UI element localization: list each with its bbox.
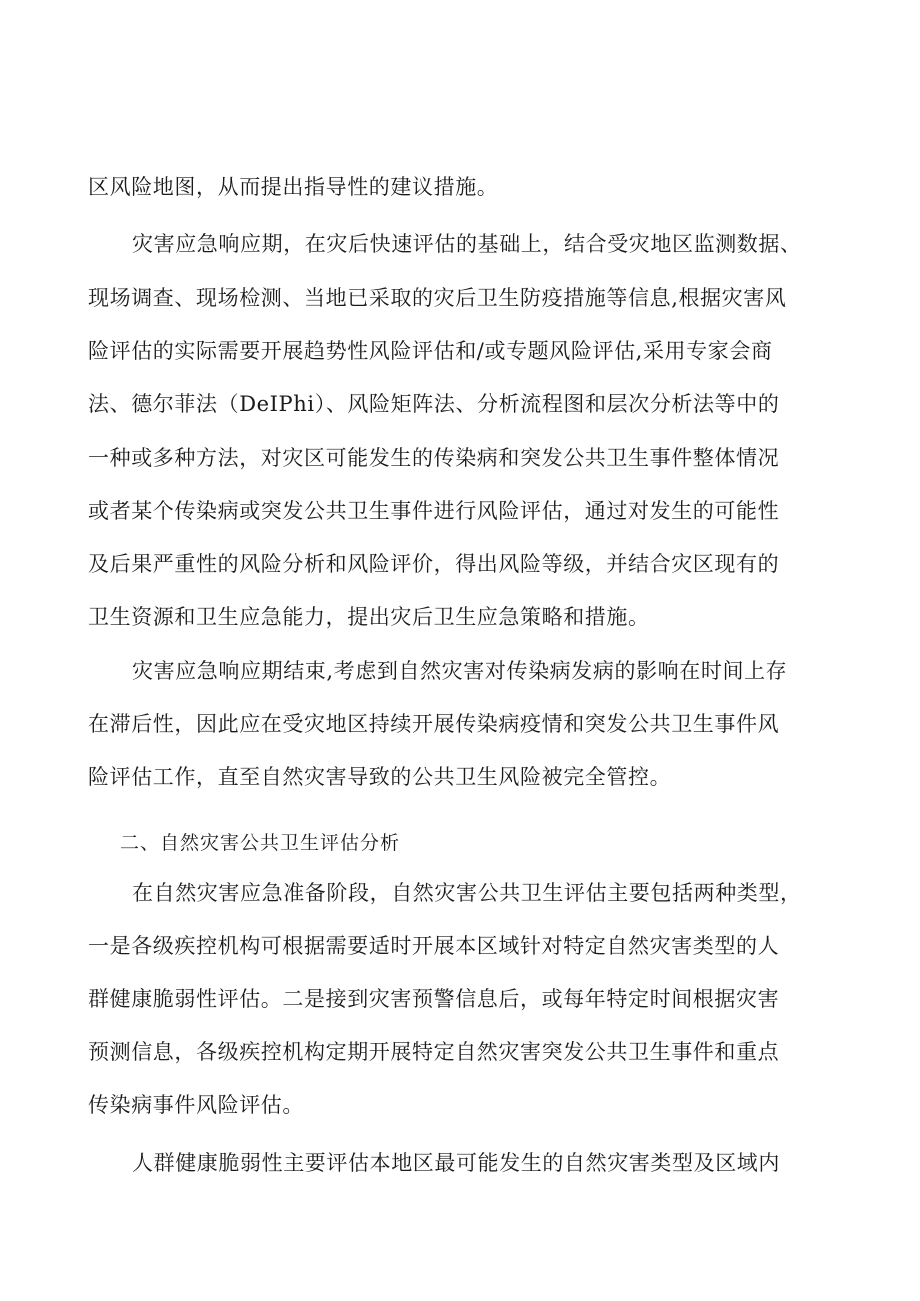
paragraph-3-line-3: 险评估工作，直至自然灾害导致的公共卫生风险被完全管控。 xyxy=(88,765,672,789)
paragraph-1-line-1: 区风险地图，从而提出指导性的建议措施。 xyxy=(88,175,499,199)
paragraph-2-line-1: 灾害应急响应期，在灾后快速评估的基础上，结合受灾地区监测数据、 xyxy=(132,232,802,256)
paragraph-2-line-7: 及后果严重性的风险分析和风险评价，得出风险等级，并结合灾区现有的 xyxy=(88,552,780,576)
paragraph-4-line-2: 一是各级疾控机构可根据需要适时开展本区域针对特定自然灾害类型的人 xyxy=(88,934,780,958)
paragraph-2-line-5: 一种或多种方法，对灾区可能发生的传染病和突发公共卫生事件整体情况 xyxy=(88,446,780,470)
paragraph-3-line-1: 灾害应急响应期结束,考虑到自然灾害对传染病发病的影响在时间上存 xyxy=(132,659,788,683)
paragraph-2-line-8: 卫生资源和卫生应急能力，提出灾后卫生应急策略和措施。 xyxy=(88,605,650,629)
paragraph-4-line-5: 传染病事件风险评估。 xyxy=(88,1093,304,1117)
paragraph-3-line-2: 在滞后性，因此应在受灾地区持续开展传染病疫情和突发公共卫生事件风 xyxy=(88,712,780,736)
section-heading: 二、自然灾害公共卫生评估分析 xyxy=(120,832,401,854)
paragraph-4-line-3: 群健康脆弱性评估。二是接到灾害预警信息后，或每年特定时间根据灾害 xyxy=(88,987,780,1011)
paragraph-2-line-4: 法、德尔菲法（DeIPhi）、风险矩阵法、分析流程图和层次分析法等中的 xyxy=(88,392,780,416)
paragraph-2-line-6: 或者某个传染病或突发公共卫生事件进行风险评估，通过对发生的可能性 xyxy=(88,499,780,523)
paragraph-2-line-2: 现场调查、现场检测、当地已采取的灾后卫生防疫措施等信息,根据灾害风 xyxy=(88,286,787,310)
paragraph-4-line-4: 预测信息，各级疾控机构定期开展特定自然灾害突发公共卫生事件和重点 xyxy=(88,1040,780,1064)
paragraph-2-line-3: 险评估的实际需要开展趋势性风险评估和/或专题风险评估,采用专家会商 xyxy=(88,339,773,363)
paragraph-4-line-1: 在自然灾害应急准备阶段，自然灾害公共卫生评估主要包括两种类型， xyxy=(132,881,802,905)
paragraph-5-line-1: 人群健康脆弱性主要评估本地区最可能发生的自然灾害类型及区域内 xyxy=(132,1151,780,1175)
